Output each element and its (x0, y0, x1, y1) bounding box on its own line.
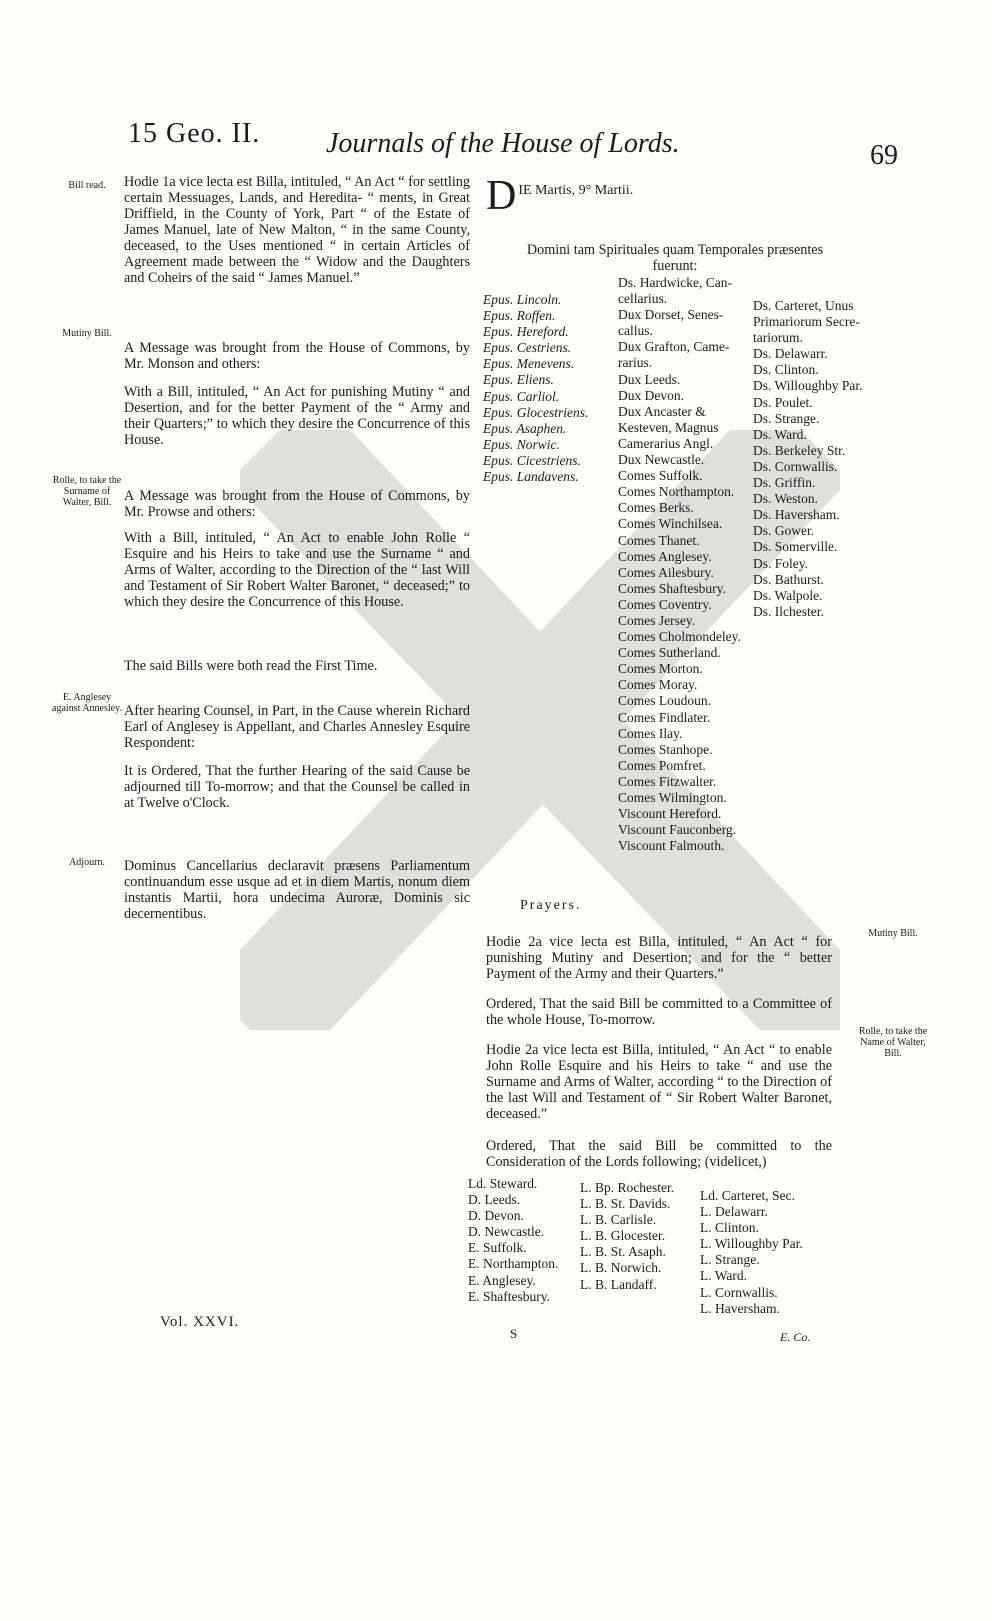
list-item: Dux Devon. (618, 387, 684, 403)
running-head-title: Journals of the House of Lords. (326, 128, 680, 159)
list-item: Ds. Carteret, Unus (753, 298, 854, 313)
list-item: L. Ward. (700, 1268, 748, 1284)
list-item: Comes Shaftesbury. (618, 580, 726, 596)
paragraph-message-prowse: A Message was brought from the House of Commons, by Mr. Prowse and others: (124, 488, 470, 520)
list-item: tariorum. (753, 330, 803, 346)
committee-list-3 (700, 1188, 830, 1317)
list-item: L. Strange. (700, 1252, 760, 1268)
list-item: Ds. Foley. (753, 555, 809, 571)
list-item: Ld. Steward. (468, 1176, 538, 1191)
list-item: Comes Moray. (618, 677, 698, 693)
list-item: Comes Fitzwalter. (618, 773, 717, 789)
margin-note-bill-read: Bill read. (68, 180, 106, 191)
margin-note-mutiny-bill: Mutiny Bill. (62, 328, 112, 339)
list-item: Comes Sutherland. (618, 645, 721, 661)
list-item: Dux Newcastle. (618, 452, 705, 468)
signature-mark: S (510, 1326, 518, 1341)
paragraph-rolle-committed: Ordered, That the said Bill be committed to the Consideration of the Lords following; (videlicet,) (486, 1138, 832, 1170)
list-item: L. Delawarr. (700, 1204, 768, 1220)
list-item: Ds. Bathurst. (753, 571, 824, 587)
list-item: Comes Stanhope. (618, 741, 713, 757)
list-item: Epus. Eliens. (483, 372, 554, 388)
list-item: Kesteven, Magnus (618, 419, 719, 435)
paragraph-anglesey-cause: After hearing Counsel, in Part, in the Cause wherein Richard Earl of Anglesey is Appellant, and Charles Annesley Esquire Respondent: (124, 703, 470, 751)
margin-note-mutiny-bill-right: Mutiny Bill. (868, 928, 918, 939)
list-item: Dux Ancaster & (618, 403, 706, 419)
list-item: L. B. St. Asaph. (580, 1244, 666, 1260)
paragraph-adjournment: Dominus Cancellarius declaravit præsens Parliamentum continuandum esse usque ad et in diem Martis, nonum diem instantis Martii, hora undecima Auroræ, Dominis sic decernentibus. (124, 858, 470, 922)
list-item: Comes Pomfret. (618, 757, 706, 773)
committee-list-1 (468, 1176, 578, 1305)
list-item: Epus. Cicestriens. (483, 452, 581, 468)
paragraph-bills-read: The said Bills were both read the First Time. (124, 658, 378, 674)
list-item: Comes Northampton. (618, 484, 735, 500)
margin-note-rolle: Rolle, to take the Surname of Walter, Bill. (52, 475, 122, 508)
list-item: Comes Ailesbury. (618, 564, 714, 580)
paragraph-mutiny-second-reading: Hodie 2a vice lecta est Billa, intituled, “ An Act “ for punishing Mutiny and Desertion; and for the “ better Payment of the Army and their Quarters.” (486, 934, 832, 982)
list-item: Epus. Cestriens. (483, 340, 572, 356)
list-item: Comes Thanet. (618, 532, 700, 548)
list-item: Epus. Glocestriens. (483, 404, 589, 420)
list-item: Ds. Walpole. (753, 587, 823, 603)
list-item: Ds. Griffin. (753, 475, 816, 491)
list-item: Comes Morton. (618, 661, 703, 677)
list-item: Ds. Ilchester. (753, 603, 824, 619)
paragraph-ordered-adjourn: It is Ordered, That the further Hearing of the said Cause be adjourned till To-morrow; and that the Counsel be called in at Twelve o'Clock. (124, 763, 470, 811)
list-item: Ds. Weston. (753, 491, 819, 507)
present-line: Domini tam Spirituales quam Temporales præsentes fuerunt: (526, 242, 824, 274)
list-item: Epus. Landavens. (483, 469, 579, 485)
paragraph-mutiny-bill: With a Bill, intituled, “ An Act for punishing Mutiny “ and Desertion, and for the better Payment of the “ Army and their Quarters;” to which they desire the Concurrence of this House. (124, 384, 470, 448)
list-item: Comes Anglesey. (618, 548, 712, 564)
paragraph-mutiny-committed: Ordered, That the said Bill be committed to a Committee of the whole House, To-morrow. (486, 996, 832, 1028)
list-item: D. Leeds. (468, 1192, 521, 1208)
list-item: Primariorum Secre- (753, 314, 860, 330)
committee-list-2 (580, 1180, 700, 1293)
margin-note-anglesey: E. Anglesey against Annesley. (52, 692, 122, 714)
margin-note-rolle-right: Rolle, to take the Name of Walter, Bill. (858, 1026, 928, 1059)
list-item: Ds. Strange. (753, 410, 820, 426)
list-item: Epus. Carliol. (483, 388, 560, 404)
list-item: Ds. Willoughby Par. (753, 378, 863, 394)
list-item: rarius. (618, 355, 653, 371)
list-item: L. B. Norwich. (580, 1260, 662, 1276)
prayers-heading: Prayers. (520, 898, 582, 913)
list-item: Ds. Poulet. (753, 394, 813, 410)
list-item: Comes Loudoun. (618, 693, 711, 709)
catchword: E. Co. (780, 1330, 811, 1344)
list-item: L. Cornwallis. (700, 1284, 778, 1300)
list-item: Comes Coventry. (618, 596, 712, 612)
list-item: Epus. Lincoln. (483, 292, 562, 307)
list-item: Comes Berks. (618, 500, 694, 516)
list-item: Dux Leeds. (618, 371, 681, 387)
list-item: L. Bp. Rochester. (580, 1180, 675, 1195)
margin-note-adjourn: Adjourn. (69, 857, 105, 868)
paragraph-rolle-second-reading: Hodie 2a vice lecta est Billa, intituled, “ An Act “ to enable John Rolle Esquire and his Heirs to take “ and use the Surname and Arms of Walter, according “ to the Direction of the last Will and Testament of “ Sir Robert Walter Baronet, deceased.” (486, 1042, 832, 1122)
volume-mark: Vol. XXVI. (160, 1314, 240, 1330)
list-item: Ds. Gower. (753, 523, 815, 539)
list-item: Comes Wilmington. (618, 790, 727, 805)
list-item: Ds. Clinton. (753, 362, 819, 378)
running-head-left: 15 Geo. II. (128, 118, 261, 149)
list-item: Epus. Roffen. (483, 308, 556, 324)
list-item: L. B. Landaff. (580, 1276, 657, 1292)
list-item: E. Shaftesbury. (468, 1288, 550, 1304)
list-item: Ds. Haversham. (753, 507, 840, 523)
list-item: Ds. Berkeley Str. (753, 442, 846, 458)
list-item: Epus. Hereford. (483, 324, 569, 340)
list-item: Comes Cholmondeley. (618, 629, 741, 645)
list-item: Dux Dorset, Senes- (618, 307, 724, 323)
list-item: E. Anglesey. (468, 1272, 536, 1288)
list-item: Camerarius Angl. (618, 435, 714, 451)
bishops-list (483, 292, 603, 485)
list-item: E. Northampton. (468, 1256, 559, 1272)
dukes-earls-list (618, 275, 753, 854)
list-item: Viscount Falmouth. (618, 838, 725, 854)
list-item: L. B. Carlisle. (580, 1212, 657, 1228)
list-item: Viscount Fauconberg. (618, 822, 737, 838)
list-item: Ds. Cornwallis. (753, 458, 838, 474)
paragraph-bill-read: Hodie 1a vice lecta est Billa, intituled, “ An Act “ for settling certain Messuages, Lands, and Heredita- “ ments, in Great Driffield, in the County of York, Part “ of the Estate of James Manuel, late of New Malton, “ in the same County, deceased, to the Uses mentioned “ in certain Articles of Agreement made between the “ Widow and the Daughters and Coheirs of the said “ James Manuel.” (124, 174, 470, 286)
list-item: Viscount Hereford. (618, 806, 722, 822)
list-item: Comes Jersey. (618, 612, 696, 628)
date-heading (486, 173, 832, 219)
drop-cap: D (486, 173, 517, 219)
list-item: L. B. St. Davids. (580, 1196, 671, 1212)
paragraph-message-monson: A Message was brought from the House of Commons, by Mr. Monson and others: (124, 340, 470, 372)
list-item: Comes Findlater. (618, 709, 711, 725)
page-number: 69 (870, 140, 898, 171)
list-item: Ds. Ward. (753, 426, 807, 442)
list-item: L. Clinton. (700, 1220, 759, 1236)
list-item: Epus. Menevens. (483, 356, 575, 372)
list-item: D. Newcastle. (468, 1224, 545, 1240)
date-line: IE Martis, 9° Martii. (518, 183, 634, 198)
list-item: Ds. Hardwicke, Can- (618, 275, 732, 290)
paragraph-rolle-bill: With a Bill, intituled, “ An Act to enable John Rolle “ Esquire and his Heirs to take and use the Surname “ and Arms of Walter, according to the Direction of the “ last Will and Testament of Sir Robert Walter Baronet, “ deceased;” to which they desire the Concurrence of this House. (124, 530, 470, 610)
list-item: Epus. Norwic. (483, 436, 560, 452)
list-item: Ds. Somerville. (753, 539, 838, 555)
list-item: Comes Winchilsea. (618, 516, 723, 532)
list-item: cellarius. (618, 291, 668, 307)
list-item: L. B. Glocester. (580, 1228, 666, 1244)
list-item: callus. (618, 323, 653, 339)
list-item: D. Devon. (468, 1208, 524, 1224)
list-item: L. Willoughby Par. (700, 1236, 803, 1252)
barons-list (753, 298, 893, 620)
list-item: Epus. Asaphen. (483, 420, 567, 436)
list-item: Comes Suffolk. (618, 468, 703, 484)
list-item: Comes Ilay. (618, 725, 683, 741)
list-item: Ld. Carteret, Sec. (700, 1188, 795, 1203)
list-item: L. Haversham. (700, 1300, 780, 1316)
list-item: Dux Grafton, Came- (618, 339, 730, 355)
list-item: E. Suffolk. (468, 1240, 527, 1256)
list-item: Ds. Delawarr. (753, 346, 828, 362)
